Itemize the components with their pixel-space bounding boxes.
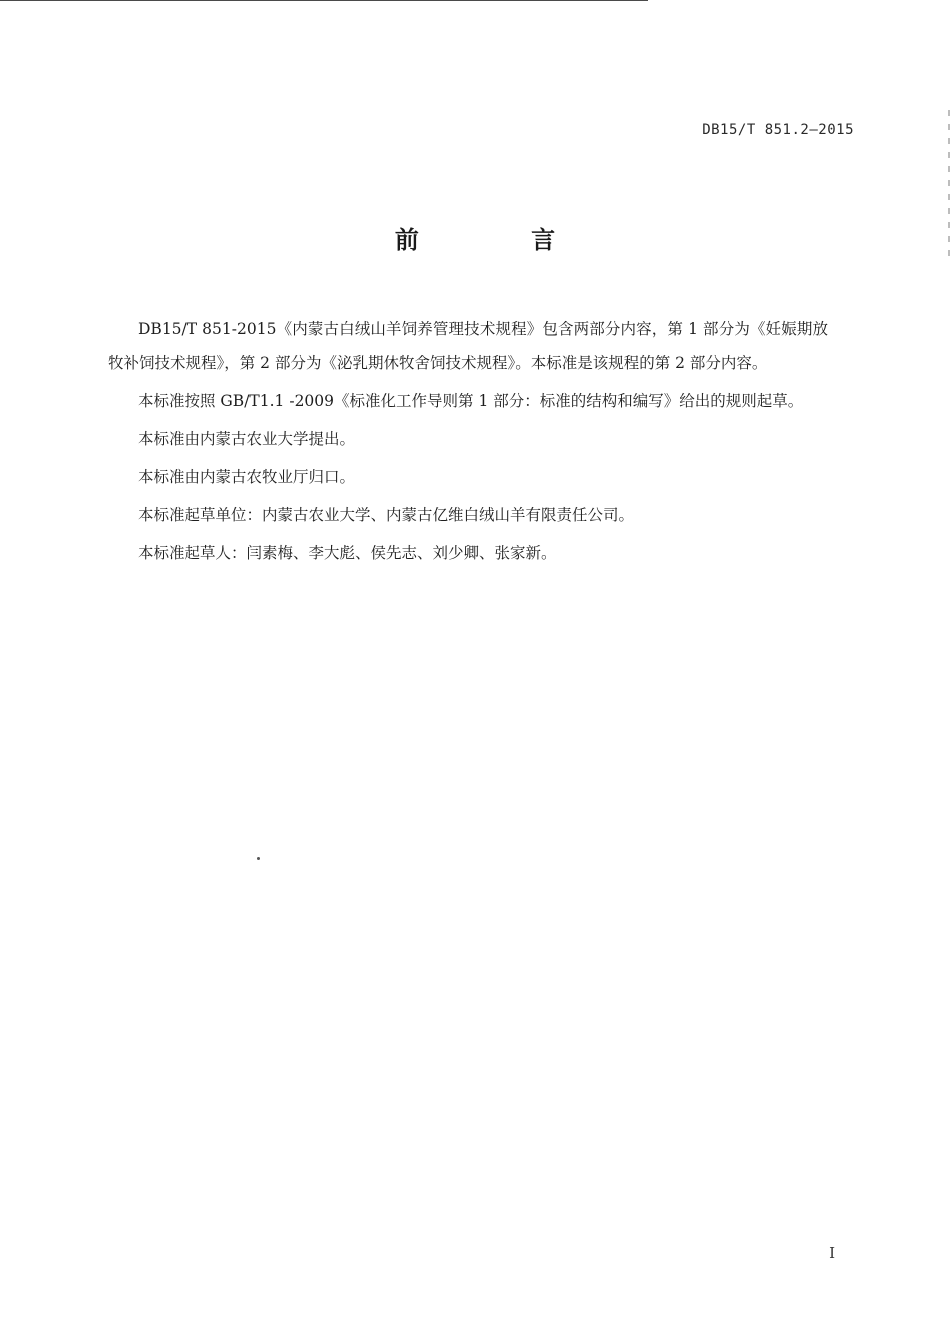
scan-speck: [257, 857, 260, 860]
paragraph-drafters: 本标准起草人：闫素梅、李大彪、侯先志、刘少卿、张家新。: [138, 544, 557, 562]
document-code: DB15/T 851.2—2015: [702, 122, 854, 138]
paragraph-drafting-rules: 本标准按照 GB/T1.1 -2009《标准化工作导则第 1 部分：标准的结构和编写》给出的规则起草。: [138, 392, 804, 410]
paragraph-administrator: 本标准由内蒙古农牧业厅归口。: [138, 468, 356, 486]
page-number: I: [829, 1244, 835, 1262]
paragraph-scope: DB15/T 851-2015《内蒙古白绒山羊饲养管理技术规程》包含两部分内容，第 1 部分为《妊娠期放牧补饲技术规程》，第 2 部分为《泌乳期休牧舍饲技术规程》。本标准是该规程的第 2 部分内容。: [108, 320, 828, 372]
foreword-body: [108, 312, 828, 574]
page-title: 前 言: [394, 226, 608, 254]
top-rule: [0, 0, 648, 1]
paragraph-proposer: 本标准由内蒙古农业大学提出。: [138, 430, 356, 448]
paragraph-drafting-units: 本标准起草单位：内蒙古农业大学、内蒙古亿维白绒山羊有限责任公司。: [138, 506, 635, 524]
